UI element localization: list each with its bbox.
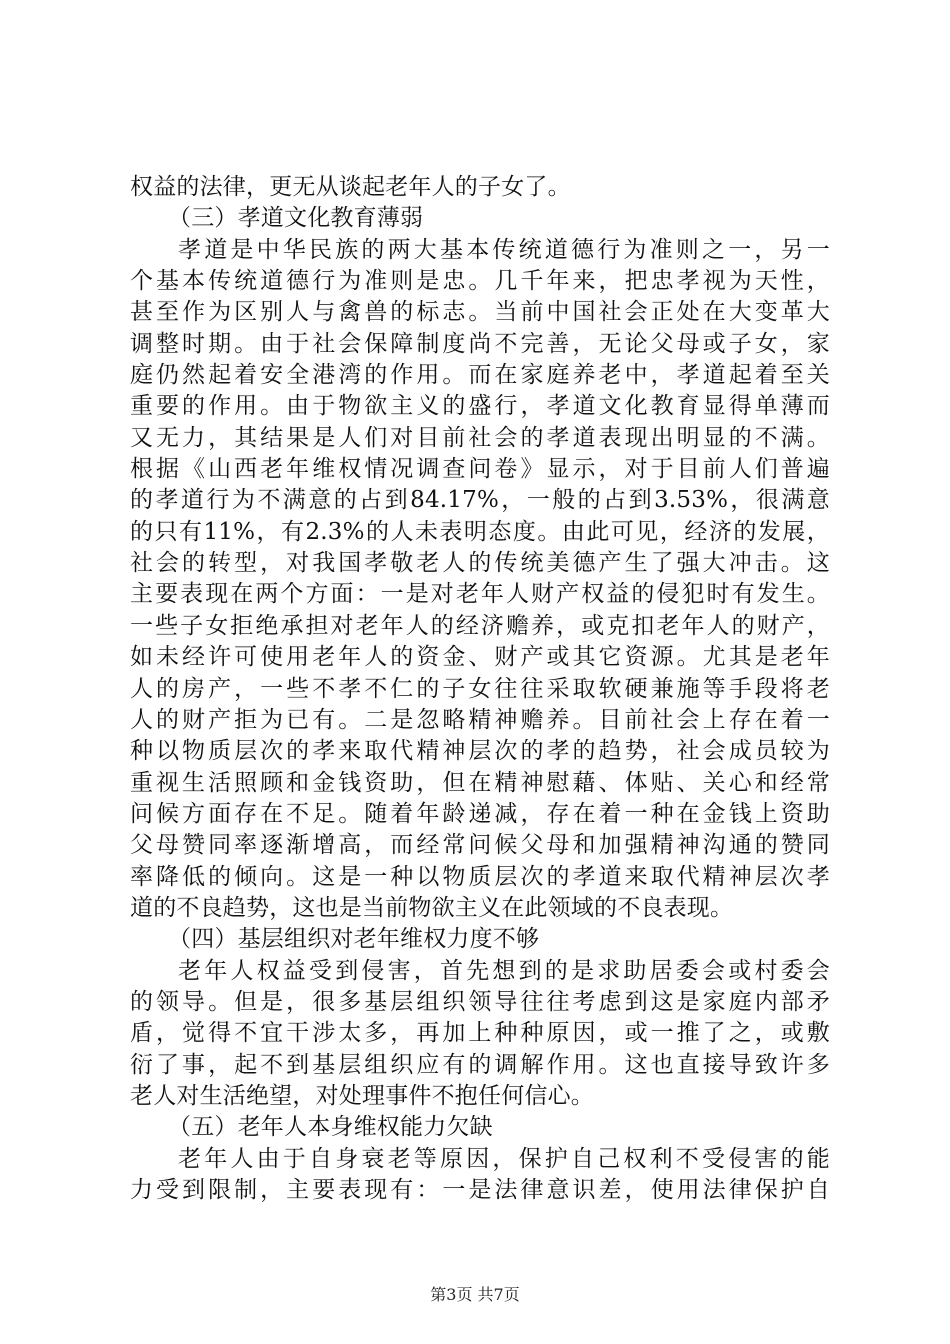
section-heading: （五）老年人本身维权能力欠缺	[168, 1114, 493, 1141]
text-line: 孝道是中华民族的两大基本传统道德行为准则之一，另一	[178, 236, 830, 263]
text-line: 的孝道行为不满意的占到84.17%，一般的占到3.53%，很满意	[130, 487, 830, 514]
text-line: 盾，觉得不宜干涉太多，再加上种种原因，或一推了之，或敷	[130, 1020, 830, 1047]
text-line: 又无力，其结果是人们对目前社会的孝道表现出明显的不满。	[130, 424, 830, 451]
section-heading: （三）孝道文化教育薄弱	[168, 205, 424, 232]
document-body	[130, 172, 830, 1206]
text-line: 老年人由于自身衰老等原因，保护自己权利不受侵害的能	[178, 1145, 830, 1172]
text-line: 道的不良趋势，这也是当前物欲主义在此领域的不良表现。	[130, 894, 734, 921]
text-line: 重视生活照顾和金钱资助，但在精神慰藉、体贴、关心和经常	[130, 769, 830, 796]
text-line: 重要的作用。由于物欲主义的盛行，孝道文化教育显得单薄而	[130, 393, 830, 420]
text-line: 衍了事，起不到基层组织应有的调解作用。这也直接导致许多	[130, 1051, 830, 1078]
text-line: 率降低的倾向。这是一种以物质层次的孝道来取代精神层次孝	[130, 863, 830, 890]
text-line: 父母赞同率逐渐增高，而经常问候父母和加强精神沟通的赞同	[130, 832, 830, 859]
section-heading: （四）基层组织对老年维权力度不够	[168, 926, 540, 953]
text-line: 力受到限制，主要表现有：一是法律意识差，使用法律保护自	[130, 1177, 830, 1203]
text-line: 如未经许可使用老年人的资金、财产或其它资源。尤其是老年	[130, 644, 830, 671]
text-line: 个基本传统道德行为准则是忠。几千年来，把忠孝视为天性，	[130, 268, 830, 295]
text-line: 问候方面存在不足。随着年龄递减，存在着一种在金钱上资助	[130, 800, 830, 827]
text-line: 的领导。但是，很多基层组织领导往往考虑到这是家庭内部矛	[130, 988, 830, 1015]
text-line: 老年人权益受到侵害，首先想到的是求助居委会或村委会	[178, 957, 830, 984]
page-footer: 第3页 共7页	[430, 1285, 520, 1304]
text-line: 调整时期。由于社会保障制度尚不完善，无论父母或子女，家	[130, 330, 830, 357]
text-line: 根据《山西老年维权情况调查问卷》显示，对于目前人们普遍	[130, 456, 830, 483]
text-line: 一些子女拒绝承担对老年人的经济赡养，或克扣老年人的财产，	[130, 612, 830, 639]
text-line: 社会的转型，对我国孝敬老人的传统美德产生了强大冲击。这	[130, 550, 830, 577]
text-line: 人的房产，一些不孝不仁的子女往往采取软硬兼施等手段将老	[130, 675, 830, 702]
text-line: 人的财产拒为已有。二是忽略精神赡养。目前社会上存在着一	[130, 706, 830, 733]
text-line: 的只有11%，有2.3%的人未表明态度。由此可见，经济的发展，	[130, 518, 830, 545]
text-line: 种以物质层次的孝来取代精神层次的孝的趋势，社会成员较为	[130, 738, 830, 765]
text-line: 权益的法律，更无从谈起老年人的子女了。	[130, 174, 571, 200]
text-line: 庭仍然起着安全港湾的作用。而在家庭养老中，孝道起着至关	[130, 362, 830, 389]
text-line: 主要表现在两个方面：一是对老年人财产权益的侵犯时有发生。	[130, 581, 830, 608]
text-line: 甚至作为区别人与禽兽的标志。当前中国社会正处在大变革大	[130, 299, 830, 326]
text-line: 老人对生活绝望，对处理事件不抱任何信心。	[130, 1082, 594, 1109]
